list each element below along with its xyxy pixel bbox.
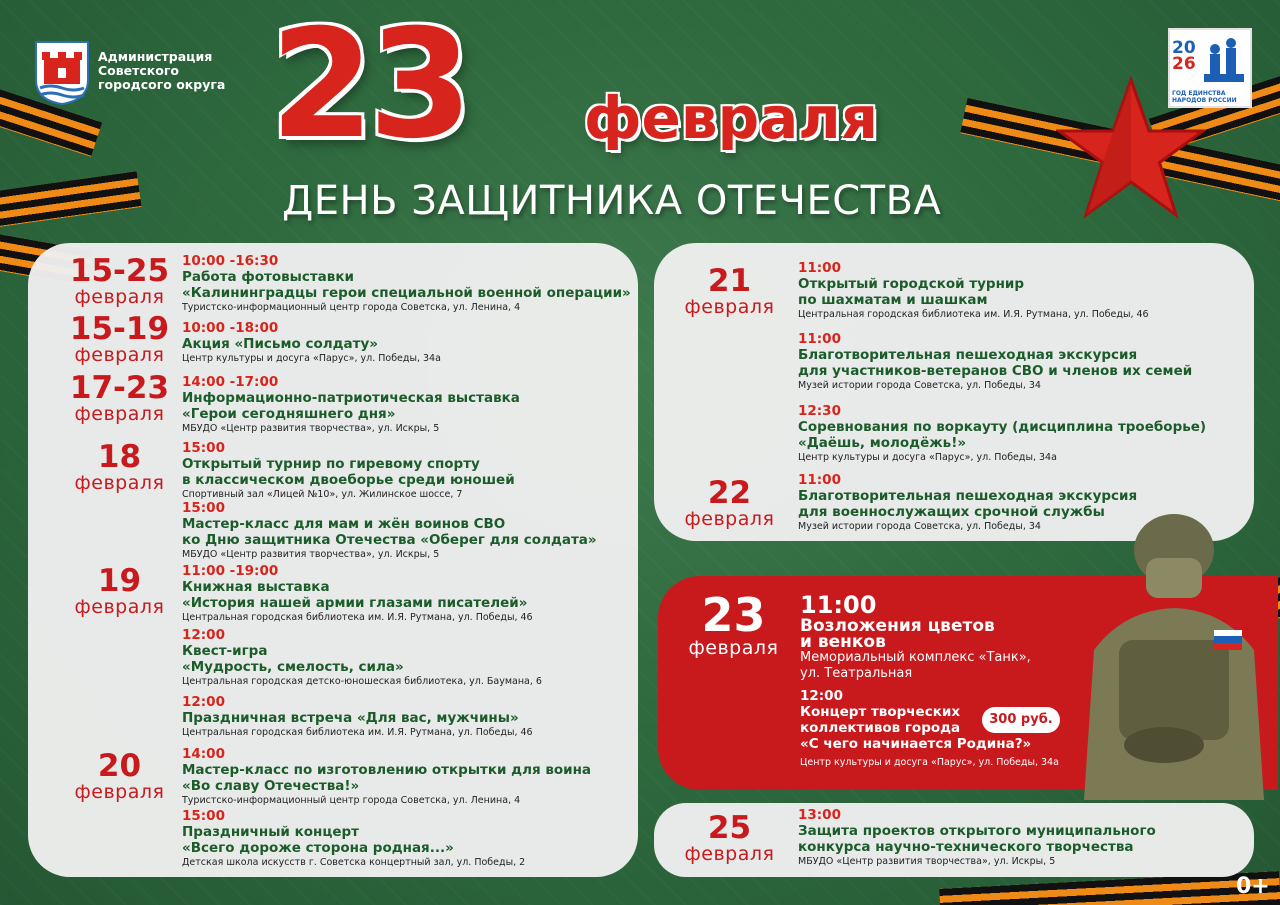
event-item: 12:00 Концерт творческих коллективов города «С чего начинается Родина?» Центр культуры и досуга «Парус», ул. Победы, 34а xyxy=(800,688,1059,768)
city-coat-of-arms-icon xyxy=(34,40,90,106)
event-item: 11:00 Благотворительная пешеходная экскурсия для военнослужащих срочной службы Музей истории города Советска, ул. Победы, 34 xyxy=(798,472,1138,532)
event-item: 12:00 Квест-игра «Мудрость, смелость, сила» Центральная городская детско-юношеская библиотека, ул. Баумана, 6 xyxy=(182,627,542,687)
price-badge: 300 руб. xyxy=(982,707,1060,733)
date-label: 23 февраля xyxy=(688,588,779,659)
event-item: 10:00 -16:30 Работа фотовыставки «Калининградцы герои специальной военной операции» Туристско-информационный центр города Советска, ул. Ленина, 4 xyxy=(182,253,631,313)
date-label: 19 февраля xyxy=(74,563,165,618)
event-item: 15:00 Открытый турнир по гиревому спорту в классическом двоеборье среди юношей Спортивный зал «Лицей №10», ул. Жилинское шоссе, 7 xyxy=(182,440,515,500)
event-item: 15:00 Праздничный концерт «Всего дороже сторона родная...» Детская школа искусств г. Советска концертный зал, ул. Победы, 2 xyxy=(182,808,526,868)
date-label: 15-19 февраля xyxy=(69,311,170,366)
event-item: 14:00 -17:00 Информационно-патриотическая выставка «Герои сегодняшнего дня» МБУДО «Центр развития творчества», ул. Искры, 5 xyxy=(182,374,520,434)
date-label: 20 февраля xyxy=(74,748,165,803)
event-item: 11:00 Благотворительная пешеходная экскурсия для участников-ветеранов СВО и членов их семей Музей истории города Советска, ул. Победы, 34 xyxy=(798,331,1193,391)
event-item: 13:00 Защита проектов открытого муниципального конкурса научно-технического творчества МБУДО «Центр развития творчества», ул. Искры, 5 xyxy=(798,807,1156,867)
month-title: февраля xyxy=(584,84,878,152)
event-item: 12:00 Праздничная встреча «Для вас, мужчины» Центральная городская библиотека им. И.Я. Рутмана, ул. Победы, 46 xyxy=(182,694,533,738)
monument-icon xyxy=(1198,34,1250,86)
year-logo-caption: ГОД ЕДИНСТВА НАРОДОВ РОССИИ xyxy=(1172,90,1237,104)
date-label: 22 февраля xyxy=(684,475,775,530)
event-item: 11:00 Открытый городской турнир по шахматам и шашкам Центральная городская библиотека им. И.Я. Рутмана, ул. Победы, 46 xyxy=(798,260,1149,320)
event-item: 15:00 Мастер-класс для мам и жён воинов СВО ко Дню защитника Отечества «Оберег для солдата» МБУДО «Центр развития творчества», ул. Искры, 5 xyxy=(182,500,597,560)
holiday-title: ДЕНЬ ЗАЩИТНИКА ОТЕЧЕСТВА xyxy=(282,178,942,224)
event-item: 11:00 -19:00 Книжная выставка «История нашей армии глазами писателей» Центральная городская библиотека им. И.Я. Рутмана, ул. Победы, 46 xyxy=(182,563,533,623)
date-label: 21 февраля xyxy=(684,263,775,318)
date-label: 25 февраля xyxy=(684,810,775,865)
year-of-unity-logo xyxy=(1168,28,1252,108)
soldier-illustration xyxy=(1064,500,1264,800)
date-label: 18 февраля xyxy=(74,439,165,494)
event-item: 10:00 -18:00 Акция «Письмо солдату» Центр культуры и досуга «Парус», ул. Победы, 34а xyxy=(182,320,441,364)
date-label: 17-23 февраля xyxy=(69,370,170,425)
year-logo-digits: 20 26 xyxy=(1172,38,1196,74)
date-label: 15-25 февраля xyxy=(69,253,170,308)
age-rating: 0+ xyxy=(1236,874,1270,899)
big-day-number: 23 xyxy=(270,0,467,172)
event-item: 14:00 Мастер-класс по изготовлению открытки для воина «Во славу Отечества!» Туристско-информационный центр города Советска, ул. Ленина, 4 xyxy=(182,746,592,806)
event-item: 11:00 Возложения цветов и венков Мемориальный комплекс «Танк», ул. Театральная xyxy=(800,591,1031,681)
administration-name: Администрация Советского городсого округа xyxy=(98,49,226,92)
event-item: 12:30 Соревнования по воркауту (дисциплина троеборье) «Даёшь, молодёжь!» Центр культуры и досуга «Парус», ул. Победы, 34а xyxy=(798,403,1207,463)
